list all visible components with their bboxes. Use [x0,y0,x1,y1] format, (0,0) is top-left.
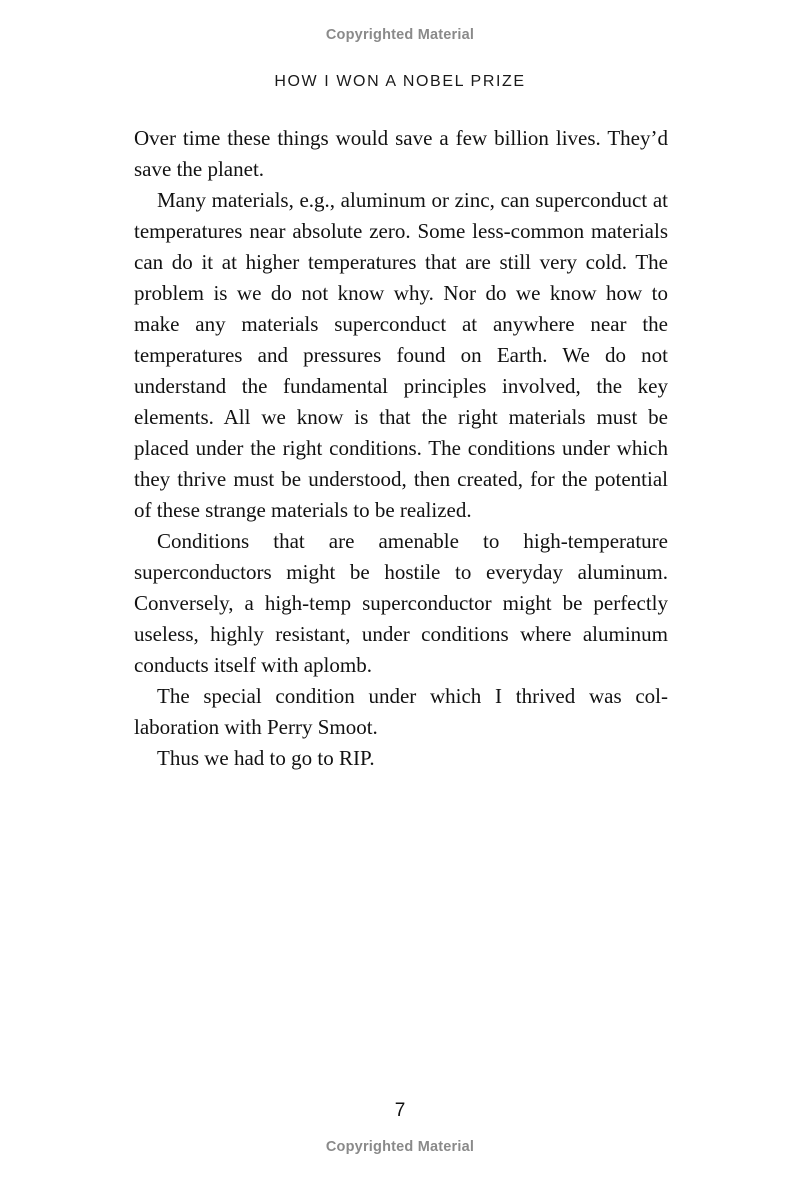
running-head: HOW I WON A NOBEL PRIZE [274,73,526,90]
page-number: 7 [394,1100,406,1121]
paragraph-2: Many materials, e.g., aluminum or zinc, can superconduct at temperatures near absolute zero. Some less-common materials can do it at higher temperatures that are still very cold. The problem is we do not know why. Nor do we know how to make any materials superconduct at anywhere near the temperatures and pressures found on Earth. We do not understand the fundamental principles involved, the key elements. All we know is that the right materials must be placed under the right conditions. The conditions under which they thrive must be understood, then created, for the potential of these strange materials to be realized. [134,188,668,522]
paragraph-5: Thus we had to go to RIP. [157,746,375,770]
paragraph-4: The special condition under which I thrived was collaboration with Perry Smoot. [134,684,668,739]
paragraph-1: Over time these things would save a few billion lives. They’d save the planet. [134,126,668,181]
body-text [134,123,668,774]
copyright-watermark-bottom: Copyrighted Material [325,1139,475,1155]
copyright-watermark-top: Copyrighted Material [325,27,475,43]
paragraph-3: Conditions that are amenable to high-temperature superconductors might be hostile to everyday aluminum. Conversely, a high-temp superconductor might be perfectly useless, highly resistant, under conditions where aluminum conducts itself with aplomb. [134,529,668,677]
